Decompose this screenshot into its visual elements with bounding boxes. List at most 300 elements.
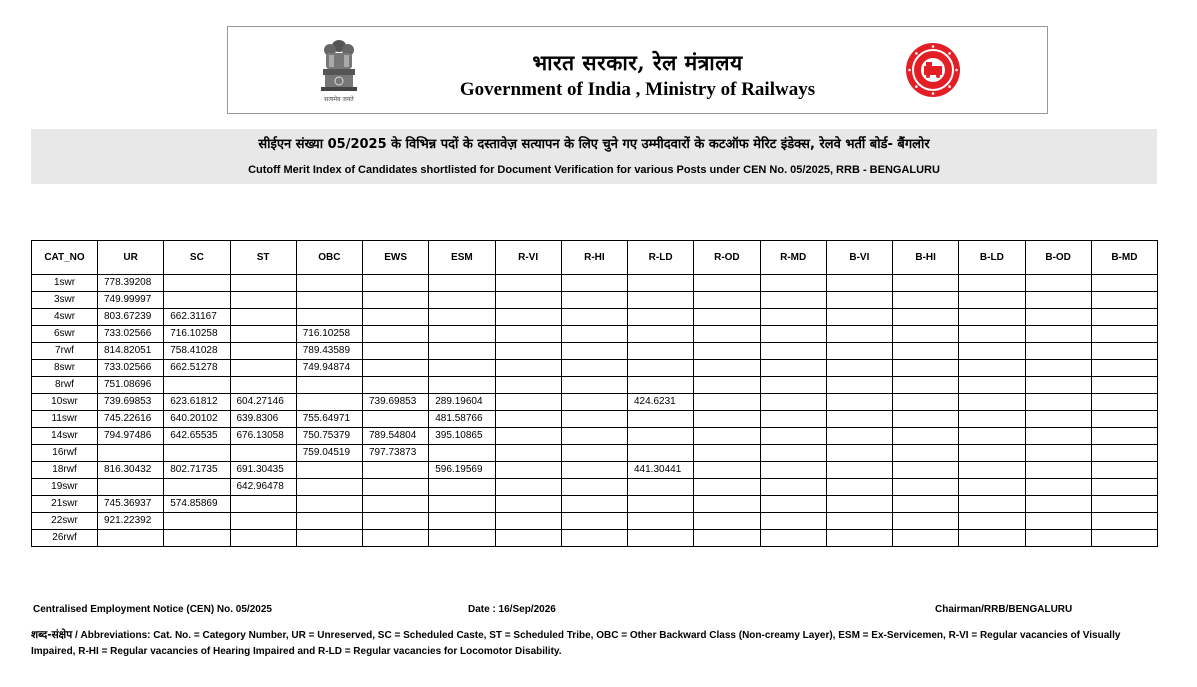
cutoff-cell	[893, 513, 959, 530]
cutoff-cell	[694, 292, 760, 309]
cutoff-cell	[561, 292, 627, 309]
cutoff-cell	[694, 496, 760, 513]
cutoff-cell	[495, 309, 561, 326]
cutoff-cell: 596.19569	[429, 462, 495, 479]
cutoff-cell: 816.30432	[98, 462, 164, 479]
column-header: B-VI	[826, 241, 892, 275]
cutoff-cell: 794.97486	[98, 428, 164, 445]
table-row	[32, 360, 1158, 377]
cutoff-cell	[296, 377, 362, 394]
cutoff-cell	[561, 394, 627, 411]
cutoff-cell	[694, 445, 760, 462]
cutoff-cell: 604.27146	[230, 394, 296, 411]
cutoff-cell	[1091, 428, 1157, 445]
cutoff-cell: 716.10258	[296, 326, 362, 343]
cutoff-cell: 739.69853	[98, 394, 164, 411]
cutoff-cell: 289.19604	[429, 394, 495, 411]
cutoff-cell	[495, 292, 561, 309]
cutoff-cell	[296, 462, 362, 479]
cutoff-cell	[959, 309, 1025, 326]
cutoff-cell	[760, 394, 826, 411]
cutoff-cell	[760, 462, 826, 479]
cutoff-cell	[694, 411, 760, 428]
cutoff-cell	[893, 360, 959, 377]
cutoff-cell	[959, 445, 1025, 462]
category-cell: 22swr	[32, 513, 98, 530]
cutoff-cell	[429, 479, 495, 496]
category-cell: 7rwf	[32, 343, 98, 360]
cutoff-cell	[826, 275, 892, 292]
cutoff-cell	[760, 411, 826, 428]
cutoff-cell	[959, 411, 1025, 428]
cutoff-cell	[495, 360, 561, 377]
cutoff-cell	[628, 377, 694, 394]
cutoff-cell	[760, 513, 826, 530]
table-row	[32, 394, 1158, 411]
cutoff-cell	[1091, 445, 1157, 462]
cutoff-cell	[1025, 445, 1091, 462]
column-header: R-VI	[495, 241, 561, 275]
cutoff-cell	[296, 292, 362, 309]
table-row	[32, 411, 1158, 428]
abbreviations-note	[31, 627, 1161, 660]
cutoff-cell	[628, 479, 694, 496]
cutoff-cell	[826, 360, 892, 377]
cutoff-cell: 750.75379	[296, 428, 362, 445]
column-header: R-LD	[628, 241, 694, 275]
cutoff-table	[31, 240, 1158, 547]
cutoff-cell	[1091, 411, 1157, 428]
cutoff-cell	[893, 530, 959, 547]
cutoff-cell	[1025, 394, 1091, 411]
cutoff-cell	[893, 275, 959, 292]
column-header: B-MD	[1091, 241, 1157, 275]
cutoff-cell	[561, 530, 627, 547]
cutoff-cell: 789.43589	[296, 343, 362, 360]
cutoff-cell	[561, 343, 627, 360]
banner-title-hindi: सीईएन संख्या 05/2025 के विभिन्न पदों के दस्तावेज़ सत्यापन के लिए चुने गए उम्मीदवारों के कटऑफ मेरिट इंडेक्स, रेलवे भर्ती बोर्ड- बैंगलोर	[258, 137, 930, 152]
cutoff-cell	[760, 479, 826, 496]
cutoff-cell	[164, 292, 230, 309]
cutoff-cell	[1091, 513, 1157, 530]
column-header: B-LD	[959, 241, 1025, 275]
cutoff-cell	[959, 377, 1025, 394]
table-row	[32, 428, 1158, 445]
cutoff-cell	[561, 462, 627, 479]
cutoff-cell	[959, 496, 1025, 513]
cutoff-cell	[893, 428, 959, 445]
category-cell: 8swr	[32, 360, 98, 377]
cutoff-cell: 642.96478	[230, 479, 296, 496]
table-row	[32, 445, 1158, 462]
cutoff-cell	[694, 530, 760, 547]
category-cell: 6swr	[32, 326, 98, 343]
cutoff-cell	[495, 343, 561, 360]
cutoff-cell	[429, 445, 495, 462]
cutoff-cell: 662.31167	[164, 309, 230, 326]
table-row	[32, 513, 1158, 530]
cutoff-cell	[363, 462, 429, 479]
cutoff-cell	[1025, 462, 1091, 479]
column-header: R-MD	[760, 241, 826, 275]
cutoff-cell	[296, 479, 362, 496]
cutoff-cell	[959, 513, 1025, 530]
cutoff-cell: 751.08696	[98, 377, 164, 394]
cutoff-cell	[1091, 462, 1157, 479]
signatory: Chairman/RRB/BENGALURU	[935, 604, 1073, 615]
cutoff-cell	[628, 513, 694, 530]
cutoff-cell	[1025, 309, 1091, 326]
column-header: ST	[230, 241, 296, 275]
cutoff-cell	[495, 326, 561, 343]
cutoff-cell	[760, 530, 826, 547]
cutoff-cell	[230, 530, 296, 547]
cutoff-cell	[1025, 411, 1091, 428]
cutoff-cell	[363, 377, 429, 394]
cutoff-cell	[561, 513, 627, 530]
cutoff-cell	[164, 445, 230, 462]
cutoff-cell	[628, 309, 694, 326]
cutoff-cell	[98, 530, 164, 547]
table-row	[32, 292, 1158, 309]
cutoff-cell	[826, 377, 892, 394]
cutoff-cell: 642.65535	[164, 428, 230, 445]
table-row	[32, 479, 1158, 496]
column-header: R-HI	[561, 241, 627, 275]
cutoff-cell	[959, 428, 1025, 445]
cutoff-cell	[760, 309, 826, 326]
cutoff-cell	[1025, 360, 1091, 377]
cutoff-cell	[760, 377, 826, 394]
cutoff-cell	[694, 275, 760, 292]
indian-railways-logo-icon	[905, 42, 961, 98]
cutoff-cell	[164, 513, 230, 530]
cutoff-cell	[495, 530, 561, 547]
notice-date: Date : 16/Sep/2026	[468, 604, 556, 615]
cutoff-cell	[363, 530, 429, 547]
cutoff-cell	[694, 309, 760, 326]
cutoff-cell	[760, 445, 826, 462]
cutoff-cell	[694, 343, 760, 360]
cutoff-cell	[1025, 530, 1091, 547]
cutoff-cell: 749.94874	[296, 360, 362, 377]
cutoff-cell: 639.8306	[230, 411, 296, 428]
cutoff-cell	[694, 462, 760, 479]
header-title-english: Government of India , Ministry of Railways	[459, 79, 816, 100]
cutoff-cell	[959, 479, 1025, 496]
cutoff-cell	[1091, 309, 1157, 326]
cutoff-cell: 733.02566	[98, 326, 164, 343]
cutoff-cell	[694, 479, 760, 496]
cutoff-cell	[959, 360, 1025, 377]
cutoff-cell	[893, 309, 959, 326]
cutoff-cell	[826, 309, 892, 326]
cutoff-cell	[959, 343, 1025, 360]
letterhead	[227, 26, 1048, 114]
cutoff-cell	[561, 411, 627, 428]
cutoff-cell	[628, 360, 694, 377]
cutoff-cell	[561, 377, 627, 394]
cutoff-cell	[1025, 496, 1091, 513]
cutoff-cell	[760, 292, 826, 309]
cutoff-cell	[495, 428, 561, 445]
cutoff-cell	[495, 394, 561, 411]
cutoff-cell	[628, 292, 694, 309]
category-cell: 21swr	[32, 496, 98, 513]
cutoff-cell	[893, 411, 959, 428]
column-header: B-HI	[893, 241, 959, 275]
cutoff-cell: 745.36937	[98, 496, 164, 513]
cutoff-cell	[628, 275, 694, 292]
cutoff-cell	[893, 343, 959, 360]
cutoff-cell	[628, 530, 694, 547]
cutoff-cell	[1091, 394, 1157, 411]
cutoff-cell	[164, 275, 230, 292]
cutoff-cell: 691.30435	[230, 462, 296, 479]
cutoff-cell	[230, 275, 296, 292]
cutoff-cell	[429, 377, 495, 394]
cutoff-cell: 733.02566	[98, 360, 164, 377]
cutoff-cell	[1025, 513, 1091, 530]
cutoff-cell	[230, 513, 296, 530]
cutoff-cell	[230, 343, 296, 360]
cutoff-cell: 441.30441	[628, 462, 694, 479]
column-header: UR	[98, 241, 164, 275]
cutoff-cell	[98, 479, 164, 496]
cutoff-cell	[230, 496, 296, 513]
cutoff-cell	[959, 462, 1025, 479]
cutoff-cell	[429, 275, 495, 292]
cutoff-cell	[429, 343, 495, 360]
cutoff-cell	[760, 343, 826, 360]
cutoff-cell	[1091, 496, 1157, 513]
cutoff-cell	[363, 411, 429, 428]
cutoff-cell	[230, 309, 296, 326]
cutoff-cell	[230, 445, 296, 462]
cutoff-cell: 481.58766	[429, 411, 495, 428]
cutoff-cell	[959, 394, 1025, 411]
category-cell: 26rwf	[32, 530, 98, 547]
cutoff-cell	[893, 479, 959, 496]
category-cell: 1swr	[32, 275, 98, 292]
cutoff-cell	[959, 275, 1025, 292]
category-cell: 4swr	[32, 309, 98, 326]
cutoff-cell	[959, 530, 1025, 547]
cutoff-cell: 802.71735	[164, 462, 230, 479]
cutoff-cell	[826, 394, 892, 411]
cutoff-cell: 921.22392	[98, 513, 164, 530]
cutoff-cell	[363, 343, 429, 360]
cutoff-cell	[694, 428, 760, 445]
cutoff-cell	[826, 326, 892, 343]
cutoff-cell	[561, 479, 627, 496]
cutoff-cell	[164, 377, 230, 394]
cutoff-cell	[893, 445, 959, 462]
cutoff-cell: 778.39208	[98, 275, 164, 292]
cutoff-cell	[561, 275, 627, 292]
cutoff-cell	[760, 326, 826, 343]
title-banner	[31, 129, 1157, 184]
cutoff-cell	[164, 530, 230, 547]
cutoff-cell: 745.22616	[98, 411, 164, 428]
cutoff-cell	[230, 326, 296, 343]
cutoff-cell	[628, 343, 694, 360]
cutoff-cell	[826, 343, 892, 360]
cutoff-cell	[826, 496, 892, 513]
cutoff-cell	[760, 496, 826, 513]
cutoff-cell	[363, 275, 429, 292]
cutoff-cell	[893, 394, 959, 411]
cutoff-cell	[429, 513, 495, 530]
cutoff-cell: 662.51278	[164, 360, 230, 377]
cutoff-cell	[628, 326, 694, 343]
cutoff-cell	[760, 360, 826, 377]
cutoff-cell	[495, 513, 561, 530]
cutoff-cell	[826, 445, 892, 462]
category-cell: 11swr	[32, 411, 98, 428]
cutoff-cell: 623.61812	[164, 394, 230, 411]
cutoff-cell	[1025, 377, 1091, 394]
table-row	[32, 530, 1158, 547]
cen-number: Centralised Employment Notice (CEN) No. 05/2025	[33, 604, 272, 615]
cutoff-cell	[1091, 343, 1157, 360]
cutoff-cell	[628, 496, 694, 513]
column-header: ESM	[429, 241, 495, 275]
cutoff-cell	[826, 479, 892, 496]
cutoff-cell	[561, 445, 627, 462]
cutoff-cell	[429, 309, 495, 326]
category-cell: 3swr	[32, 292, 98, 309]
abbreviations-label-hindi: शब्द-संक्षेप	[31, 629, 73, 641]
cutoff-cell: 814.82051	[98, 343, 164, 360]
cutoff-cell	[429, 360, 495, 377]
cutoff-cell	[561, 360, 627, 377]
cutoff-cell	[1025, 326, 1091, 343]
cutoff-cell	[826, 530, 892, 547]
column-header: EWS	[363, 241, 429, 275]
cutoff-cell	[1091, 479, 1157, 496]
cutoff-cell	[628, 411, 694, 428]
cutoff-cell	[893, 377, 959, 394]
banner-title-english: Cutoff Merit Index of Candidates shortlisted for Document Verification for various Posts under CEN No. 05/2025, RRB - BENGALURU	[248, 164, 940, 176]
cutoff-cell	[363, 496, 429, 513]
column-header: CAT_NO	[32, 241, 98, 275]
cutoff-cell	[959, 326, 1025, 343]
cutoff-cell	[694, 394, 760, 411]
cutoff-cell	[363, 513, 429, 530]
cutoff-cell	[429, 292, 495, 309]
cutoff-cell	[429, 530, 495, 547]
category-cell: 8rwf	[32, 377, 98, 394]
cutoff-cell	[296, 394, 362, 411]
cutoff-cell: 739.69853	[363, 394, 429, 411]
column-header: OBC	[296, 241, 362, 275]
cutoff-cell: 797.73873	[363, 445, 429, 462]
table-row	[32, 326, 1158, 343]
cutoff-cell	[628, 445, 694, 462]
table-row	[32, 343, 1158, 360]
cutoff-cell	[495, 462, 561, 479]
cutoff-cell	[893, 326, 959, 343]
cutoff-cell	[296, 309, 362, 326]
cutoff-cell: 640.20102	[164, 411, 230, 428]
cutoff-cell	[760, 428, 826, 445]
cutoff-cell	[1091, 326, 1157, 343]
cutoff-cell	[495, 411, 561, 428]
cutoff-cell	[1025, 479, 1091, 496]
table-row	[32, 309, 1158, 326]
cutoff-cell	[1091, 275, 1157, 292]
category-cell: 14swr	[32, 428, 98, 445]
cutoff-cell	[363, 479, 429, 496]
cutoff-cell	[826, 513, 892, 530]
category-cell: 16rwf	[32, 445, 98, 462]
cutoff-cell	[959, 292, 1025, 309]
cutoff-cell	[561, 309, 627, 326]
cutoff-cell	[893, 292, 959, 309]
cutoff-cell	[1091, 530, 1157, 547]
cutoff-cell	[296, 275, 362, 292]
cutoff-cell	[363, 326, 429, 343]
cutoff-cell: 424.6231	[628, 394, 694, 411]
cutoff-cell	[826, 292, 892, 309]
column-header: SC	[164, 241, 230, 275]
cutoff-cell	[561, 428, 627, 445]
cutoff-cell	[893, 496, 959, 513]
cutoff-cell	[164, 479, 230, 496]
cutoff-cell: 749.99997	[98, 292, 164, 309]
cutoff-cell	[495, 377, 561, 394]
cutoff-cell	[760, 275, 826, 292]
cutoff-cell: 395.10865	[429, 428, 495, 445]
cutoff-cell: 759.04519	[296, 445, 362, 462]
svg-text:सत्यमेव जयते: सत्यमेव जयते	[324, 96, 354, 103]
table-row	[32, 275, 1158, 292]
cutoff-cell	[1025, 275, 1091, 292]
cutoff-cell	[230, 377, 296, 394]
table-row	[32, 496, 1158, 513]
cutoff-cell	[893, 462, 959, 479]
cutoff-cell	[230, 360, 296, 377]
cutoff-cell	[296, 530, 362, 547]
cutoff-cell	[429, 496, 495, 513]
cutoff-cell: 803.67239	[98, 309, 164, 326]
cutoff-cell	[826, 411, 892, 428]
cutoff-cell	[1025, 292, 1091, 309]
table-row	[32, 377, 1158, 394]
column-header: R-OD	[694, 241, 760, 275]
cutoff-cell	[1025, 343, 1091, 360]
cutoff-cell	[98, 445, 164, 462]
category-cell: 18rwf	[32, 462, 98, 479]
table-body	[32, 275, 1158, 547]
category-cell: 10swr	[32, 394, 98, 411]
cutoff-cell	[363, 360, 429, 377]
table-row	[32, 462, 1158, 479]
cutoff-cell: 574.85869	[164, 496, 230, 513]
cutoff-cell	[495, 275, 561, 292]
cutoff-cell	[826, 462, 892, 479]
table-header-row	[32, 241, 1158, 275]
cutoff-cell	[495, 496, 561, 513]
cutoff-cell	[363, 309, 429, 326]
cutoff-cell: 755.64971	[296, 411, 362, 428]
category-cell: 19swr	[32, 479, 98, 496]
cutoff-cell	[1091, 292, 1157, 309]
cutoff-cell	[628, 428, 694, 445]
header-title-hindi: भारत सरकार, रेल मंत्रालय	[532, 50, 743, 75]
cutoff-cell	[694, 360, 760, 377]
